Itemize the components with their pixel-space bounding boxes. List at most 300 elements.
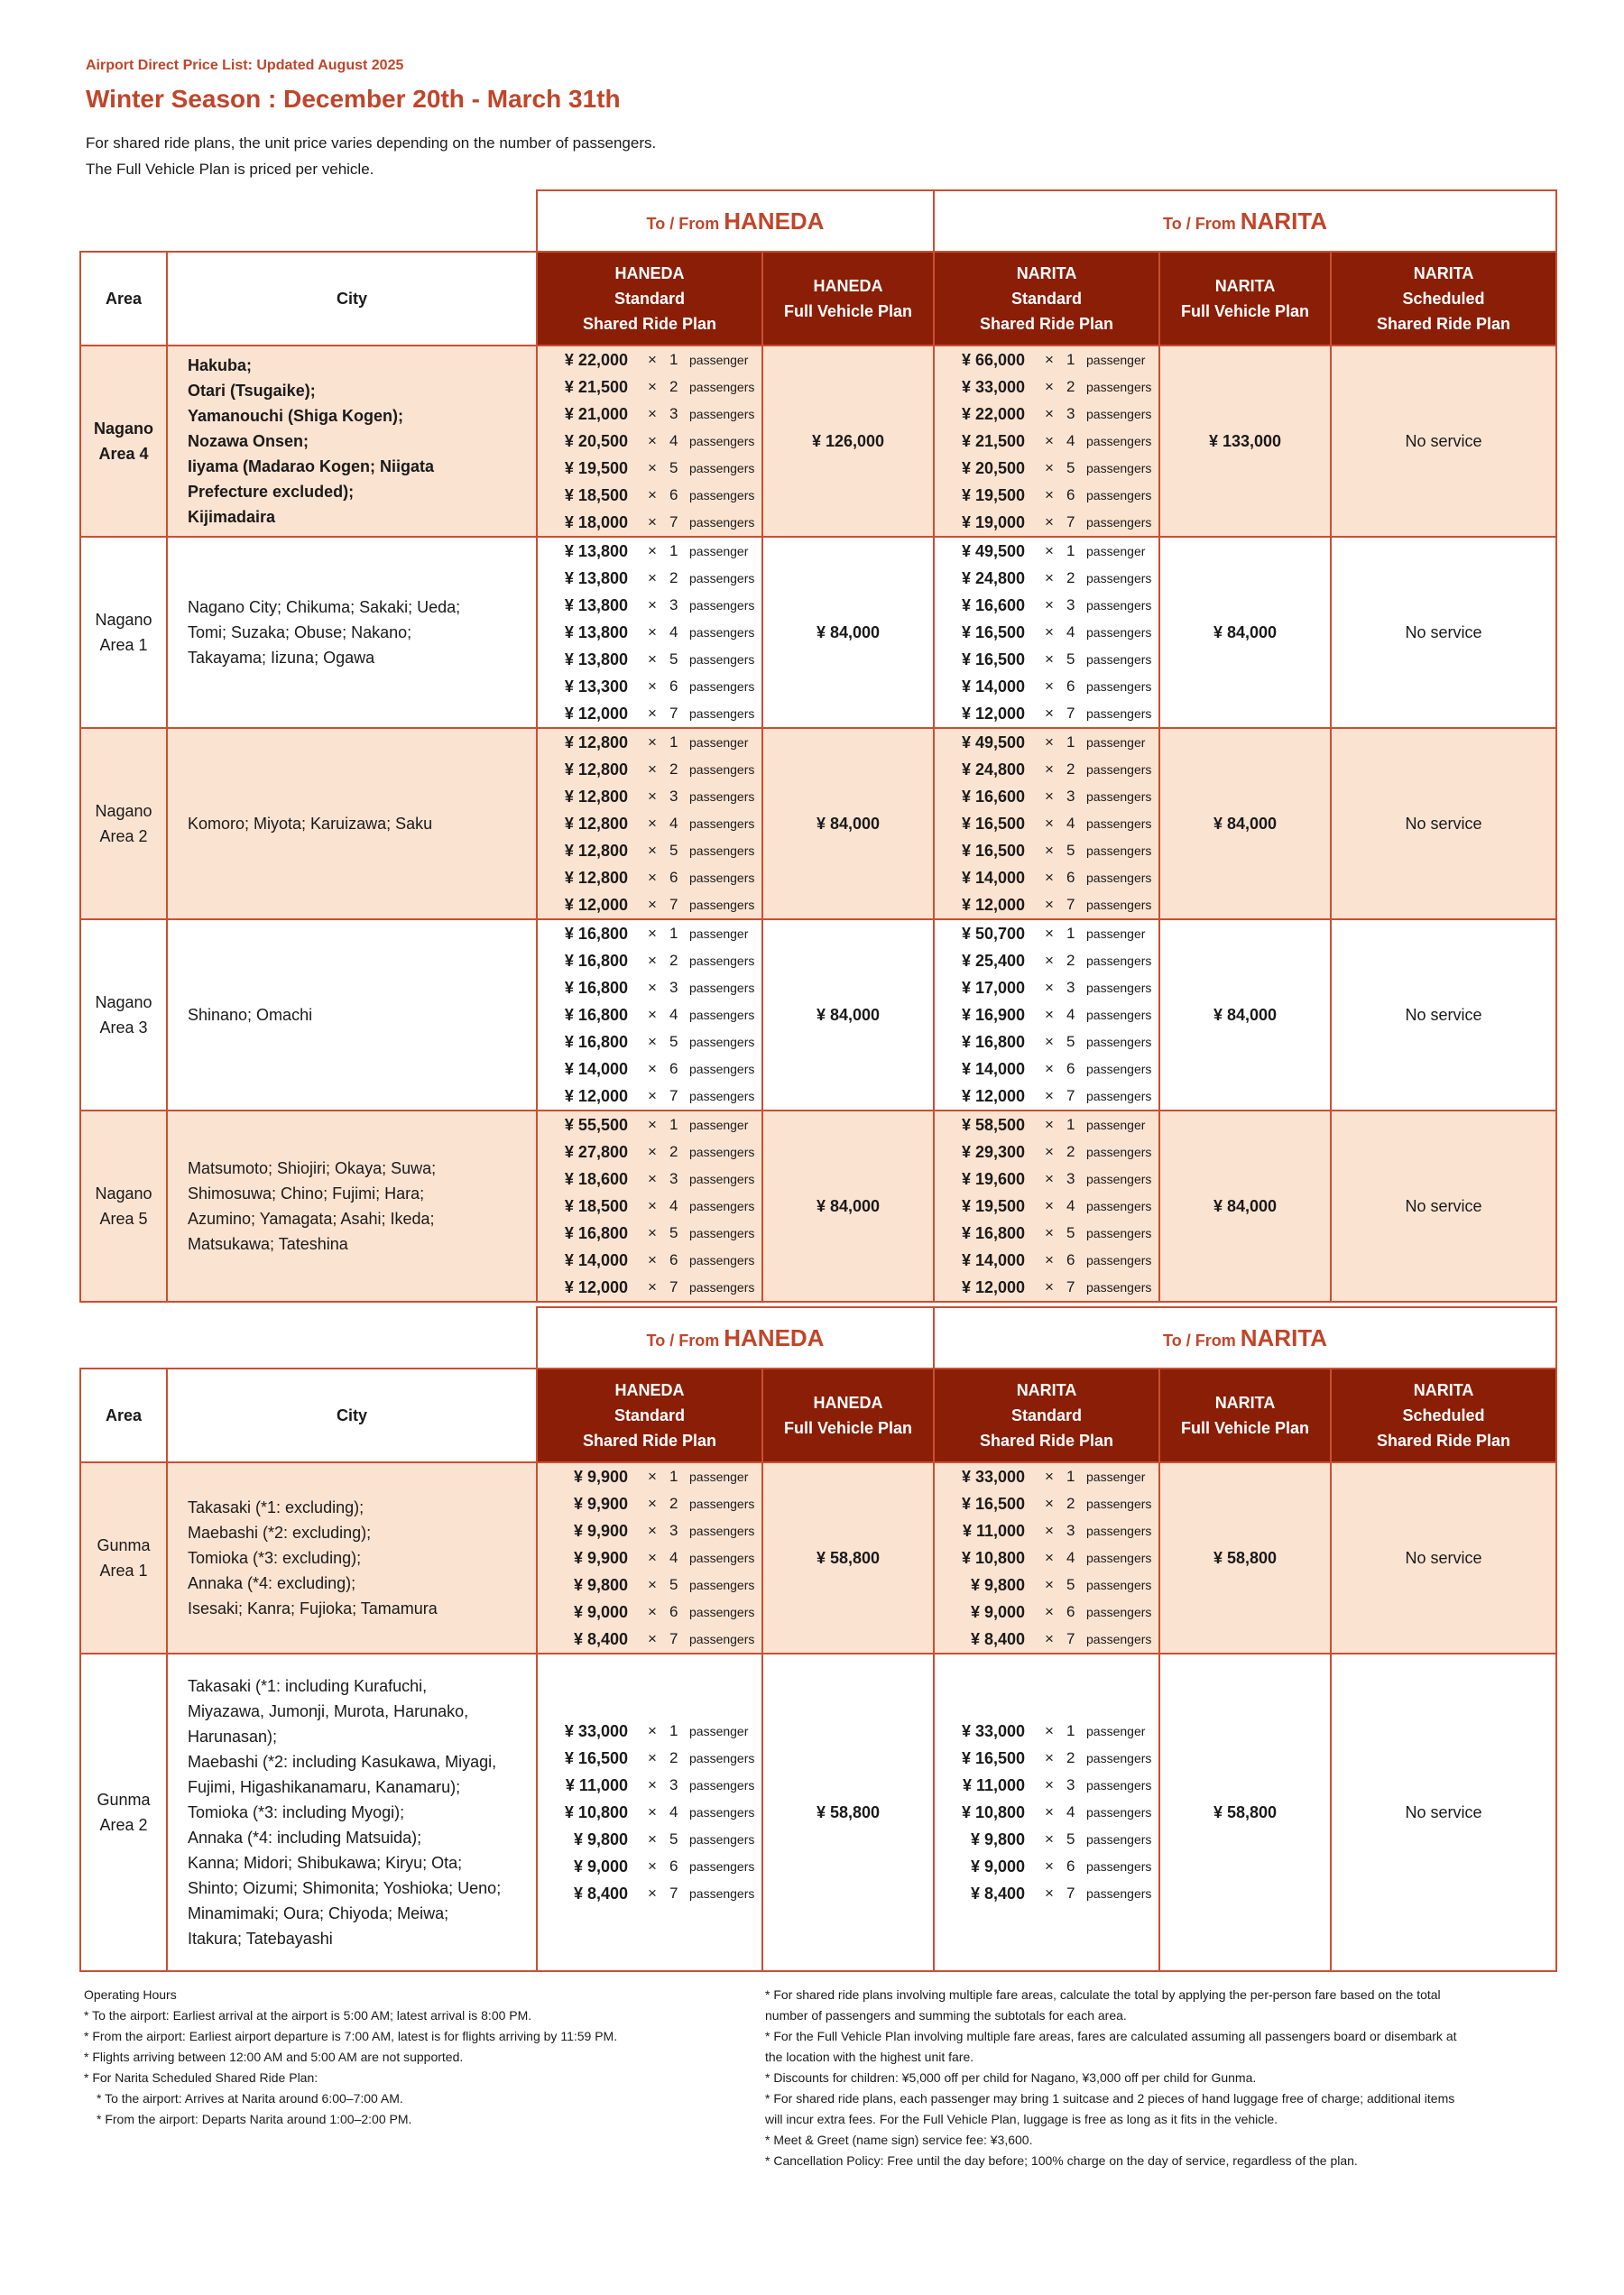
area-name: Gunma: [97, 1791, 151, 1809]
price-line: [935, 1083, 1158, 1110]
table-row: [80, 728, 1556, 919]
multiply-sign: ×: [648, 1468, 657, 1485]
passenger-count: 5: [1066, 650, 1075, 668]
passenger-count: 2: [1066, 1143, 1075, 1160]
multiply-sign: ×: [1045, 979, 1054, 996]
column-header-line: NARITA: [1214, 1394, 1276, 1412]
passenger-label: passengers: [689, 571, 755, 585]
to-from-label: To / From: [646, 1331, 720, 1350]
passenger-label: passengers: [689, 1886, 755, 1901]
haneda-destination-header: [537, 1307, 934, 1369]
column-header-line: Scheduled: [1402, 1406, 1485, 1424]
price-line: [538, 1028, 761, 1055]
area-name: Nagano: [93, 419, 153, 438]
multiply-sign: ×: [1045, 432, 1054, 449]
intro-line: For shared ride plans, the unit price varies depending on the number of passengers.: [86, 134, 657, 152]
city-line: Shinto; Oizumi; Shimonita; Yoshioka; Ueno;: [188, 1879, 502, 1897]
blank-corner: [80, 190, 537, 252]
column-header-line: Shared Ride Plan: [979, 315, 1114, 333]
column-header-line: Standard: [614, 290, 685, 308]
passenger-count: 7: [669, 1278, 678, 1295]
narita-full-price: ¥ 133,000: [1159, 346, 1331, 537]
multiply-sign: ×: [648, 1278, 657, 1295]
passenger-count: 7: [1066, 513, 1075, 530]
price-amount: ¥ 16,500: [961, 814, 1026, 833]
passenger-count: 7: [1066, 896, 1075, 913]
passenger-label: passengers: [1086, 488, 1152, 502]
price-line: [935, 509, 1158, 536]
narita-full-price: ¥ 84,000: [1159, 919, 1331, 1111]
multiply-sign: ×: [648, 1087, 657, 1104]
passenger-label: passenger: [1086, 1724, 1146, 1738]
passenger-label: passengers: [689, 1035, 755, 1049]
multiply-sign: ×: [1045, 1885, 1054, 1902]
passenger-label: passengers: [689, 515, 755, 530]
price-line: [538, 1599, 761, 1626]
city-line: Kanna; Midori; Shibukawa; Kiryu; Ota;: [188, 1854, 463, 1872]
column-header-line: Standard: [614, 1406, 685, 1424]
passenger-count: 5: [669, 459, 678, 476]
price-line: [935, 1853, 1158, 1880]
note-line: * Meet & Greet (name sign) service fee: ¥3,600.: [765, 2133, 1033, 2147]
price-amount: ¥ 16,500: [961, 650, 1026, 668]
haneda-standard-column-header: [537, 252, 762, 346]
price-amount: ¥ 16,800: [564, 1005, 628, 1024]
passenger-count: 1: [669, 733, 678, 751]
multiply-sign: ×: [648, 1857, 657, 1875]
passenger-count: 2: [1066, 1749, 1075, 1766]
area-name: Nagano: [95, 611, 152, 629]
destination-header-row: [80, 1307, 1556, 1369]
passenger-label: passengers: [689, 1145, 755, 1159]
intro-line: The Full Vehicle Plan is priced per vehicle.: [86, 161, 374, 178]
price-line: [935, 673, 1158, 700]
price-line: [935, 974, 1158, 1001]
multiply-sign: ×: [1045, 1087, 1054, 1104]
passenger-count: 1: [669, 351, 678, 368]
price-line: [935, 783, 1158, 810]
price-amount: ¥ 49,500: [961, 733, 1026, 751]
passenger-count: 5: [1066, 1033, 1075, 1050]
multiply-sign: ×: [1045, 925, 1054, 942]
price-line: [935, 1826, 1158, 1853]
column-header-line: NARITA: [1016, 264, 1077, 282]
price-amount: ¥ 9,900: [573, 1494, 628, 1513]
price-line: [935, 1490, 1158, 1517]
passenger-label: passengers: [1086, 407, 1152, 421]
passenger-label: passengers: [1086, 816, 1152, 831]
narita-destination-header: [934, 1307, 1556, 1369]
narita-shared-prices: [934, 537, 1159, 728]
price-amount: ¥ 19,000: [961, 512, 1026, 531]
passenger-count: 4: [1066, 432, 1075, 449]
multiply-sign: ×: [648, 1116, 657, 1133]
multiply-sign: ×: [1045, 1468, 1054, 1485]
table-row: [80, 537, 1556, 728]
price-amount: ¥ 21,000: [564, 404, 628, 423]
price-line: [538, 592, 761, 619]
narita-full-price: ¥ 58,800: [1159, 1654, 1331, 1971]
price-line: [538, 509, 761, 536]
price-amount: ¥ 16,500: [961, 622, 1026, 641]
multiply-sign: ×: [648, 1495, 657, 1512]
area-cell: [80, 537, 167, 728]
note-line: Operating Hours: [84, 1987, 177, 2002]
city-line: Miyazawa, Jumonji, Murota, Harunako,: [188, 1702, 469, 1720]
price-amount: ¥ 12,000: [564, 1086, 628, 1105]
price-line: [538, 864, 761, 891]
multiply-sign: ×: [648, 677, 657, 695]
price-amount: ¥ 16,800: [564, 1032, 628, 1051]
price-amount: ¥ 9,000: [970, 1857, 1026, 1876]
multiply-sign: ×: [1045, 1278, 1054, 1295]
to-from-label: To / From: [1163, 1331, 1236, 1350]
price-amount: ¥ 12,000: [961, 704, 1026, 723]
city-line: Annaka (*4: including Matsuida);: [188, 1829, 422, 1847]
price-amount: ¥ 16,800: [564, 924, 628, 943]
price-amount: ¥ 16,800: [564, 978, 628, 997]
note-line: * From the airport: Departs Narita around 1:00–2:00 PM.: [97, 2112, 412, 2126]
passenger-label: passengers: [1086, 1172, 1152, 1186]
passenger-count: 1: [1066, 542, 1075, 559]
haneda-shared-prices: [537, 346, 762, 537]
multiply-sign: ×: [648, 1603, 657, 1620]
passenger-label: passengers: [689, 1226, 755, 1240]
passenger-count: 6: [669, 1857, 678, 1875]
price-amount: ¥ 12,000: [961, 895, 1026, 914]
passenger-count: 5: [669, 1576, 678, 1593]
note-line: * For shared ride plans, each passenger may bring 1 suitcase and 2 pieces of hand luggage free of charge; additional items: [765, 2091, 1455, 2106]
multiply-sign: ×: [648, 378, 657, 395]
multiply-sign: ×: [648, 1885, 657, 1902]
passenger-label: passengers: [1086, 1632, 1152, 1646]
passenger-count: 4: [1066, 1006, 1075, 1023]
passenger-label: passengers: [1086, 954, 1152, 968]
price-amount: ¥ 16,800: [961, 1223, 1026, 1242]
multiply-sign: ×: [648, 623, 657, 641]
multiply-sign: ×: [1045, 1803, 1054, 1820]
passenger-count: 2: [669, 1143, 678, 1160]
multiply-sign: ×: [1045, 1170, 1054, 1187]
passenger-count: 6: [1066, 869, 1075, 886]
price-line: [935, 1772, 1158, 1799]
passenger-label: passengers: [689, 407, 755, 421]
city-cell: [167, 346, 537, 537]
price-line: [935, 482, 1158, 509]
passenger-count: 5: [1066, 1576, 1075, 1593]
haneda-full-price: ¥ 84,000: [762, 728, 934, 919]
table-row: [80, 919, 1556, 1111]
city-line: Isesaki; Kanra; Fujioka; Tamamura: [188, 1599, 438, 1618]
passenger-count: 6: [1066, 677, 1075, 695]
passenger-label: passengers: [689, 871, 755, 885]
passenger-count: 6: [669, 486, 678, 503]
passenger-count: 3: [669, 405, 678, 422]
price-amount: ¥ 9,000: [970, 1602, 1026, 1621]
multiply-sign: ×: [648, 760, 657, 778]
price-line: [538, 700, 761, 727]
price-amount: ¥ 18,000: [564, 512, 628, 531]
multiply-sign: ×: [648, 351, 657, 368]
passenger-count: 1: [669, 1722, 678, 1739]
multiply-sign: ×: [1045, 952, 1054, 969]
price-amount: ¥ 10,800: [564, 1802, 628, 1821]
passenger-count: 3: [669, 1170, 678, 1187]
passenger-label: passenger: [1086, 1470, 1146, 1484]
price-line: [538, 455, 761, 482]
multiply-sign: ×: [1045, 1197, 1054, 1214]
multiply-sign: ×: [648, 1251, 657, 1268]
price-amount: ¥ 16,800: [564, 1223, 628, 1242]
passenger-count: 7: [669, 1630, 678, 1647]
passenger-count: 3: [1066, 1170, 1075, 1187]
passenger-count: 7: [1066, 1885, 1075, 1902]
price-line: [538, 1571, 761, 1599]
passenger-label: passengers: [689, 706, 755, 721]
haneda-full-price: ¥ 126,000: [762, 346, 934, 537]
narita-scheduled-status: No service: [1331, 919, 1556, 1111]
price-line: [538, 920, 761, 947]
city-line: Prefecture excluded);: [188, 483, 355, 501]
passenger-label: passengers: [689, 1280, 755, 1295]
passenger-label: passengers: [1086, 652, 1152, 667]
passenger-label: passengers: [689, 981, 755, 995]
price-amount: ¥ 8,400: [970, 1629, 1026, 1648]
passenger-count: 2: [1066, 569, 1075, 586]
note-line: will incur extra fees. For the Full Vehicle Plan, luggage is free as long as it fits in the vehicle.: [765, 2112, 1278, 2126]
city-cell: [167, 537, 537, 728]
haneda-label: HANEDA: [724, 1323, 825, 1351]
passenger-count: 6: [669, 1603, 678, 1620]
passenger-count: 1: [669, 542, 678, 559]
passenger-label: passengers: [1086, 1062, 1152, 1076]
passenger-label: passengers: [1086, 461, 1152, 475]
price-amount: ¥ 25,400: [961, 951, 1026, 970]
multiply-sign: ×: [648, 1722, 657, 1739]
passenger-count: 1: [669, 1468, 678, 1485]
multiply-sign: ×: [1045, 1006, 1054, 1023]
price-line: [935, 1517, 1158, 1544]
passenger-count: 7: [669, 513, 678, 530]
multiply-sign: ×: [1045, 569, 1054, 586]
multiply-sign: ×: [1045, 815, 1054, 832]
price-amount: ¥ 12,800: [564, 733, 628, 751]
passenger-count: 1: [1066, 351, 1075, 368]
multiply-sign: ×: [1045, 677, 1054, 695]
passenger-count: 6: [1066, 1251, 1075, 1268]
area-name: Area 2: [99, 1816, 148, 1834]
passenger-count: 3: [1066, 979, 1075, 996]
price-amount: ¥ 9,800: [970, 1830, 1026, 1848]
passenger-count: 3: [669, 788, 678, 805]
passenger-count: 7: [669, 1885, 678, 1902]
multiply-sign: ×: [1045, 1060, 1054, 1077]
price-table-nagano: [79, 189, 1557, 1303]
passenger-count: 6: [1066, 1603, 1075, 1620]
passenger-count: 1: [1066, 733, 1075, 751]
price-amount: ¥ 9,000: [573, 1857, 628, 1876]
multiply-sign: ×: [648, 896, 657, 913]
area-cell: [80, 346, 167, 537]
area-cell: [80, 1111, 167, 1302]
multiply-sign: ×: [648, 1830, 657, 1848]
price-line: [538, 837, 761, 864]
price-line: [935, 373, 1158, 401]
note-line: * For Narita Scheduled Shared Ride Plan:: [84, 2070, 318, 2085]
price-line: [935, 455, 1158, 482]
price-line: [538, 729, 761, 756]
price-amount: ¥ 19,600: [961, 1169, 1026, 1188]
note-line: the location with the highest unit fare.: [765, 2050, 974, 2064]
passenger-count: 5: [1066, 842, 1075, 859]
city-line: Annaka (*4: excluding);: [188, 1574, 356, 1592]
narita-destination-header: [934, 190, 1556, 252]
price-line: [935, 1138, 1158, 1166]
passenger-count: 4: [1066, 1803, 1075, 1820]
price-line: [935, 1599, 1158, 1626]
multiply-sign: ×: [1045, 1522, 1054, 1539]
passenger-label: passengers: [1086, 571, 1152, 585]
passenger-label: passengers: [1086, 1524, 1152, 1538]
passenger-label: passengers: [1086, 434, 1152, 448]
price-amount: ¥ 8,400: [970, 1884, 1026, 1903]
price-line: [935, 947, 1158, 974]
price-line: [538, 538, 761, 565]
price-amount: ¥ 16,900: [961, 1005, 1026, 1024]
passenger-count: 6: [669, 869, 678, 886]
multiply-sign: ×: [1045, 842, 1054, 859]
narita-shared-prices: [934, 1462, 1159, 1654]
price-amount: ¥ 16,600: [961, 595, 1026, 614]
price-amount: ¥ 14,000: [961, 868, 1026, 887]
passenger-label: passenger: [689, 1118, 749, 1132]
passenger-label: passengers: [1086, 598, 1152, 613]
price-line: [538, 673, 761, 700]
price-line: [538, 1166, 761, 1193]
price-line: [538, 1220, 761, 1247]
price-amount: ¥ 14,000: [961, 1059, 1026, 1078]
price-amount: ¥ 33,000: [961, 1721, 1026, 1740]
price-line: [935, 756, 1158, 783]
passenger-label: passengers: [1086, 1089, 1152, 1103]
city-cell: [167, 1462, 537, 1654]
price-table-gunma: [79, 1306, 1557, 1972]
price-amount: ¥ 21,500: [961, 431, 1026, 450]
haneda-shared-prices: [537, 1462, 762, 1654]
price-line: [935, 1718, 1158, 1745]
passenger-label: passenger: [689, 735, 749, 750]
multiply-sign: ×: [648, 979, 657, 996]
passenger-label: passengers: [1086, 1805, 1152, 1820]
multiply-sign: ×: [648, 925, 657, 942]
multiply-sign: ×: [1045, 1549, 1054, 1566]
note-line: * For shared ride plans involving multiple fare areas, calculate the total by applying the per-person fare based on the total: [765, 1987, 1441, 2002]
city-line: Tomioka (*3: excluding);: [188, 1549, 362, 1567]
price-line: [935, 1745, 1158, 1772]
column-header-line: Shared Ride Plan: [582, 1432, 717, 1450]
multiply-sign: ×: [648, 705, 657, 722]
passenger-label: passengers: [689, 1199, 755, 1213]
passenger-count: 3: [669, 596, 678, 613]
passenger-count: 6: [1066, 1060, 1075, 1077]
price-amount: ¥ 18,500: [564, 485, 628, 504]
price-line: [538, 401, 761, 428]
price-amount: ¥ 33,000: [564, 1721, 628, 1740]
passenger-label: passengers: [689, 954, 755, 968]
price-amount: ¥ 16,600: [961, 787, 1026, 806]
multiply-sign: ×: [648, 869, 657, 886]
price-line: [935, 1028, 1158, 1055]
column-header-line: Scheduled: [1402, 290, 1485, 308]
price-amount: ¥ 14,000: [961, 1250, 1026, 1269]
price-amount: ¥ 8,400: [573, 1884, 628, 1903]
multiply-sign: ×: [648, 432, 657, 449]
passenger-count: 7: [1066, 705, 1075, 722]
multiply-sign: ×: [1045, 896, 1054, 913]
price-amount: ¥ 11,000: [565, 1775, 628, 1794]
passenger-label: passengers: [689, 461, 755, 475]
multiply-sign: ×: [1045, 1116, 1054, 1133]
city-line: Shimosuwa; Chino; Fujimi; Hara;: [188, 1184, 425, 1203]
price-line: [538, 1853, 761, 1880]
area-name: Area 2: [99, 827, 148, 845]
passenger-label: passenger: [1086, 926, 1146, 941]
multiply-sign: ×: [648, 459, 657, 476]
passenger-count: 5: [1066, 459, 1075, 476]
multiply-sign: ×: [1045, 1251, 1054, 1268]
city-line: Matsukawa; Tateshina: [188, 1235, 348, 1253]
multiply-sign: ×: [648, 405, 657, 422]
price-line: [935, 1571, 1158, 1599]
price-line: [935, 538, 1158, 565]
passenger-label: passengers: [689, 1172, 755, 1186]
passenger-count: 4: [669, 623, 678, 641]
price-line: [538, 346, 761, 373]
area-name: Area 3: [99, 1018, 148, 1037]
price-amount: ¥ 13,800: [564, 541, 628, 560]
note-line: * Flights arriving between 12:00 AM and 5:00 AM are not supported.: [84, 2050, 464, 2064]
passenger-label: passengers: [1086, 1751, 1152, 1765]
city-line: Tomi; Suzaka; Obuse; Nakano;: [188, 623, 412, 641]
price-line: [935, 401, 1158, 428]
column-header-line: Shared Ride Plan: [1377, 315, 1511, 333]
column-header-row: [80, 252, 1556, 346]
price-amount: ¥ 11,000: [962, 1775, 1026, 1794]
narita-shared-prices: [934, 919, 1159, 1111]
price-amount: ¥ 18,600: [564, 1169, 628, 1188]
passenger-label: passengers: [689, 679, 755, 694]
price-amount: ¥ 16,800: [564, 951, 628, 970]
price-amount: ¥ 49,500: [961, 541, 1026, 560]
multiply-sign: ×: [648, 815, 657, 832]
city-line: Maebashi (*2: excluding);: [188, 1524, 372, 1542]
column-header-line: Full Vehicle Plan: [1180, 1419, 1310, 1437]
price-amount: ¥ 55,500: [564, 1115, 628, 1134]
price-amount: ¥ 14,000: [961, 677, 1026, 696]
passenger-label: passengers: [689, 1062, 755, 1076]
multiply-sign: ×: [648, 1749, 657, 1766]
passenger-label: passengers: [689, 1751, 755, 1765]
price-line: [538, 1880, 761, 1907]
price-line: [538, 428, 761, 455]
price-amount: ¥ 24,800: [961, 760, 1026, 779]
column-header-line: Shared Ride Plan: [1377, 1432, 1511, 1450]
price-line: [538, 1055, 761, 1083]
price-line: [538, 1490, 761, 1517]
multiply-sign: ×: [648, 733, 657, 751]
passenger-count: 4: [1066, 623, 1075, 641]
multiply-sign: ×: [648, 569, 657, 586]
